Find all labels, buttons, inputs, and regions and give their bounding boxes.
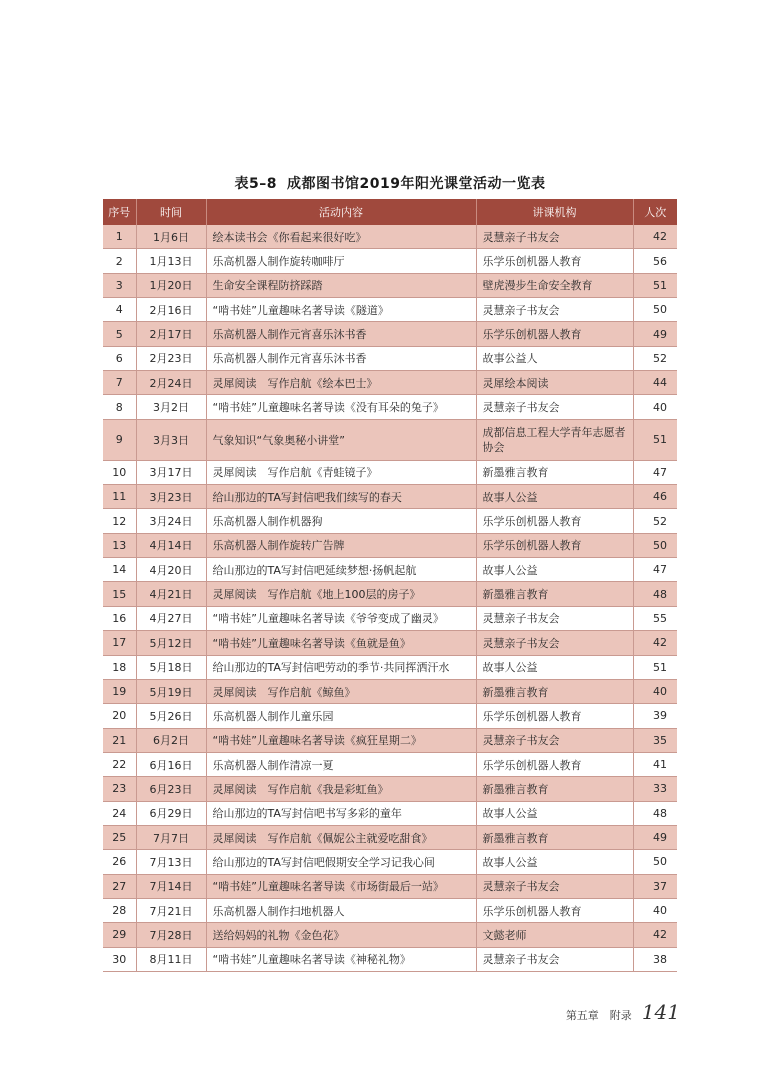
row-date: 4月21日 bbox=[136, 582, 206, 606]
table-caption bbox=[0, 173, 780, 193]
row-index: 13 bbox=[103, 533, 136, 557]
row-organization: 灵犀绘本阅读 bbox=[476, 371, 633, 395]
row-index: 19 bbox=[103, 679, 136, 703]
row-index: 9 bbox=[103, 419, 136, 460]
row-index: 30 bbox=[103, 947, 136, 971]
row-organization: 乐学乐创机器人教育 bbox=[476, 533, 633, 557]
activity-table bbox=[103, 199, 677, 972]
row-index: 1 bbox=[103, 225, 136, 249]
row-count: 44 bbox=[633, 371, 677, 395]
row-organization: 灵慧亲子书友会 bbox=[476, 298, 633, 322]
table-row bbox=[103, 825, 677, 849]
row-activity: 送给妈妈的礼物《金色花》 bbox=[206, 923, 476, 947]
row-date: 5月19日 bbox=[136, 679, 206, 703]
row-activity: “啃书娃”儿童趣味名著导读《鱼就是鱼》 bbox=[206, 631, 476, 655]
row-count: 47 bbox=[633, 558, 677, 582]
table-row bbox=[103, 419, 677, 460]
row-index: 21 bbox=[103, 728, 136, 752]
row-count: 50 bbox=[633, 298, 677, 322]
row-date: 7月13日 bbox=[136, 850, 206, 874]
row-index: 14 bbox=[103, 558, 136, 582]
row-activity: 灵犀阅读 写作启航《鲸鱼》 bbox=[206, 679, 476, 703]
header-index: 序号 bbox=[103, 199, 136, 225]
row-activity: 绘本读书会《你看起来很好吃》 bbox=[206, 225, 476, 249]
row-activity: 气象知识“气象奥秘小讲堂” bbox=[206, 419, 476, 460]
row-date: 6月29日 bbox=[136, 801, 206, 825]
table-row bbox=[103, 273, 677, 297]
row-date: 7月7日 bbox=[136, 825, 206, 849]
row-date: 6月16日 bbox=[136, 752, 206, 776]
row-date: 7月28日 bbox=[136, 923, 206, 947]
row-organization: 故事人公益 bbox=[476, 850, 633, 874]
table-row bbox=[103, 606, 677, 630]
row-count: 46 bbox=[633, 485, 677, 509]
table-row bbox=[103, 898, 677, 922]
table-row bbox=[103, 582, 677, 606]
row-organization: 乐学乐创机器人教育 bbox=[476, 752, 633, 776]
row-organization: 乐学乐创机器人教育 bbox=[476, 322, 633, 346]
row-activity: 乐高机器人制作旋转广告牌 bbox=[206, 533, 476, 557]
row-activity: 乐高机器人制作元宵喜乐沐书香 bbox=[206, 322, 476, 346]
row-index: 5 bbox=[103, 322, 136, 346]
row-index: 22 bbox=[103, 752, 136, 776]
row-count: 40 bbox=[633, 898, 677, 922]
row-date: 3月24日 bbox=[136, 509, 206, 533]
row-count: 50 bbox=[633, 850, 677, 874]
row-date: 2月23日 bbox=[136, 346, 206, 370]
row-index: 16 bbox=[103, 606, 136, 630]
row-index: 28 bbox=[103, 898, 136, 922]
table-row bbox=[103, 728, 677, 752]
header-date: 时间 bbox=[136, 199, 206, 225]
row-index: 3 bbox=[103, 273, 136, 297]
row-count: 49 bbox=[633, 825, 677, 849]
table-row bbox=[103, 752, 677, 776]
row-count: 55 bbox=[633, 606, 677, 630]
row-activity: 乐高机器人制作机器狗 bbox=[206, 509, 476, 533]
row-organization: 灵慧亲子书友会 bbox=[476, 225, 633, 249]
table-number: 表5–8 bbox=[234, 176, 277, 192]
row-activity: 给山那边的TA写封信吧延续梦想·扬帆起航 bbox=[206, 558, 476, 582]
table-row bbox=[103, 655, 677, 679]
row-organization: 灵慧亲子书友会 bbox=[476, 631, 633, 655]
row-count: 35 bbox=[633, 728, 677, 752]
row-activity: “啃书娃”儿童趣味名著导读《神秘礼物》 bbox=[206, 947, 476, 971]
table-row bbox=[103, 679, 677, 703]
row-count: 42 bbox=[633, 225, 677, 249]
row-organization: 灵慧亲子书友会 bbox=[476, 728, 633, 752]
row-index: 23 bbox=[103, 777, 136, 801]
row-date: 2月24日 bbox=[136, 371, 206, 395]
row-date: 4月20日 bbox=[136, 558, 206, 582]
table-row bbox=[103, 923, 677, 947]
row-count: 39 bbox=[633, 704, 677, 728]
row-index: 6 bbox=[103, 346, 136, 370]
row-count: 33 bbox=[633, 777, 677, 801]
table-row bbox=[103, 322, 677, 346]
chapter-label: 第五章 附录 bbox=[565, 1009, 632, 1022]
row-organization: 新墨雅言教育 bbox=[476, 582, 633, 606]
row-organization: 乐学乐创机器人教育 bbox=[476, 509, 633, 533]
row-organization: 灵慧亲子书友会 bbox=[476, 606, 633, 630]
row-index: 26 bbox=[103, 850, 136, 874]
table-title: 成都图书馆2019年阳光课堂活动一览表 bbox=[287, 176, 546, 192]
row-activity: 乐高机器人制作扫地机器人 bbox=[206, 898, 476, 922]
row-date: 3月17日 bbox=[136, 460, 206, 484]
table-row bbox=[103, 850, 677, 874]
row-activity: 给山那边的TA写封信吧我们续写的春天 bbox=[206, 485, 476, 509]
row-activity: 灵犀阅读 写作启航《地上100层的房子》 bbox=[206, 582, 476, 606]
row-count: 52 bbox=[633, 509, 677, 533]
row-index: 11 bbox=[103, 485, 136, 509]
header-count: 人次 bbox=[633, 199, 677, 225]
row-index: 7 bbox=[103, 371, 136, 395]
row-count: 40 bbox=[633, 679, 677, 703]
row-count: 50 bbox=[633, 533, 677, 557]
table-row bbox=[103, 558, 677, 582]
row-date: 4月27日 bbox=[136, 606, 206, 630]
row-index: 20 bbox=[103, 704, 136, 728]
row-count: 52 bbox=[633, 346, 677, 370]
row-activity: “啃书娃”儿童趣味名著导读《隧道》 bbox=[206, 298, 476, 322]
row-activity: 灵犀阅读 写作启航《绘本巴士》 bbox=[206, 371, 476, 395]
row-activity: 灵犀阅读 写作启航《青蛙镜子》 bbox=[206, 460, 476, 484]
table-row bbox=[103, 249, 677, 273]
row-date: 6月23日 bbox=[136, 777, 206, 801]
row-organization: 灵慧亲子书友会 bbox=[476, 395, 633, 419]
row-date: 4月14日 bbox=[136, 533, 206, 557]
table-row bbox=[103, 777, 677, 801]
row-date: 8月11日 bbox=[136, 947, 206, 971]
row-count: 51 bbox=[633, 273, 677, 297]
row-organization: 乐学乐创机器人教育 bbox=[476, 898, 633, 922]
row-date: 1月20日 bbox=[136, 273, 206, 297]
row-date: 7月14日 bbox=[136, 874, 206, 898]
row-count: 42 bbox=[633, 923, 677, 947]
row-activity: “啃书娃”儿童趣味名著导读《疯狂星期二》 bbox=[206, 728, 476, 752]
row-organization: 灵慧亲子书友会 bbox=[476, 947, 633, 971]
row-date: 3月23日 bbox=[136, 485, 206, 509]
table-header bbox=[103, 199, 677, 225]
table-row bbox=[103, 371, 677, 395]
table-row bbox=[103, 947, 677, 971]
table-row bbox=[103, 460, 677, 484]
page-footer bbox=[566, 1000, 680, 1024]
row-activity: “啃书娃”儿童趣味名著导读《没有耳朵的兔子》 bbox=[206, 395, 476, 419]
table-body bbox=[103, 225, 677, 971]
row-activity: 生命安全课程防挤踩踏 bbox=[206, 273, 476, 297]
header-activity: 活动内容 bbox=[206, 199, 476, 225]
row-date: 5月26日 bbox=[136, 704, 206, 728]
row-organization: 成都信息工程大学青年志愿者协会 bbox=[476, 419, 633, 460]
row-date: 1月13日 bbox=[136, 249, 206, 273]
row-count: 41 bbox=[633, 752, 677, 776]
table-row bbox=[103, 874, 677, 898]
row-count: 37 bbox=[633, 874, 677, 898]
row-count: 48 bbox=[633, 801, 677, 825]
row-activity: 乐高机器人制作儿童乐园 bbox=[206, 704, 476, 728]
table-row bbox=[103, 509, 677, 533]
row-date: 2月17日 bbox=[136, 322, 206, 346]
row-organization: 壁虎漫步生命安全教育 bbox=[476, 273, 633, 297]
row-organization: 文懿老师 bbox=[476, 923, 633, 947]
row-count: 49 bbox=[633, 322, 677, 346]
row-index: 12 bbox=[103, 509, 136, 533]
row-activity: “啃书娃”儿童趣味名著导读《市场街最后一站》 bbox=[206, 874, 476, 898]
row-organization: 灵慧亲子书友会 bbox=[476, 874, 633, 898]
table-row bbox=[103, 225, 677, 249]
row-activity: “啃书娃”儿童趣味名著导读《爷爷变成了幽灵》 bbox=[206, 606, 476, 630]
row-organization: 新墨雅言教育 bbox=[476, 825, 633, 849]
row-activity: 乐高机器人制作元宵喜乐沐书香 bbox=[206, 346, 476, 370]
table-row bbox=[103, 298, 677, 322]
row-date: 5月12日 bbox=[136, 631, 206, 655]
row-date: 3月2日 bbox=[136, 395, 206, 419]
row-index: 15 bbox=[103, 582, 136, 606]
table-row bbox=[103, 346, 677, 370]
row-date: 7月21日 bbox=[136, 898, 206, 922]
row-date: 5月18日 bbox=[136, 655, 206, 679]
row-index: 27 bbox=[103, 874, 136, 898]
row-index: 18 bbox=[103, 655, 136, 679]
row-organization: 故事人公益 bbox=[476, 485, 633, 509]
table-row bbox=[103, 395, 677, 419]
row-activity: 给山那边的TA写封信吧劳动的季节·共同挥洒汗水 bbox=[206, 655, 476, 679]
row-count: 51 bbox=[633, 655, 677, 679]
row-activity: 乐高机器人制作清凉一夏 bbox=[206, 752, 476, 776]
row-organization: 乐学乐创机器人教育 bbox=[476, 249, 633, 273]
row-date: 1月6日 bbox=[136, 225, 206, 249]
row-count: 47 bbox=[633, 460, 677, 484]
table-row bbox=[103, 533, 677, 557]
row-date: 2月16日 bbox=[136, 298, 206, 322]
table-row bbox=[103, 485, 677, 509]
table-row bbox=[103, 801, 677, 825]
row-activity: 给山那边的TA写封信吧假期安全学习记我心间 bbox=[206, 850, 476, 874]
row-count: 48 bbox=[633, 582, 677, 606]
row-index: 29 bbox=[103, 923, 136, 947]
row-activity: 灵犀阅读 写作启航《佩妮公主就爱吃甜食》 bbox=[206, 825, 476, 849]
row-organization: 故事人公益 bbox=[476, 655, 633, 679]
row-index: 8 bbox=[103, 395, 136, 419]
row-date: 6月2日 bbox=[136, 728, 206, 752]
row-organization: 新墨雅言教育 bbox=[476, 777, 633, 801]
row-organization: 新墨雅言教育 bbox=[476, 460, 633, 484]
row-index: 17 bbox=[103, 631, 136, 655]
table-row bbox=[103, 704, 677, 728]
row-organization: 乐学乐创机器人教育 bbox=[476, 704, 633, 728]
row-index: 24 bbox=[103, 801, 136, 825]
row-organization: 故事公益人 bbox=[476, 346, 633, 370]
row-count: 51 bbox=[633, 419, 677, 460]
row-count: 56 bbox=[633, 249, 677, 273]
row-organization: 新墨雅言教育 bbox=[476, 679, 633, 703]
table-row bbox=[103, 631, 677, 655]
row-activity: 灵犀阅读 写作启航《我是彩虹鱼》 bbox=[206, 777, 476, 801]
row-activity: 乐高机器人制作旋转咖啡厅 bbox=[206, 249, 476, 273]
row-activity: 给山那边的TA写封信吧书写多彩的童年 bbox=[206, 801, 476, 825]
row-index: 10 bbox=[103, 460, 136, 484]
row-organization: 故事人公益 bbox=[476, 801, 633, 825]
row-count: 42 bbox=[633, 631, 677, 655]
row-organization: 故事人公益 bbox=[476, 558, 633, 582]
row-index: 4 bbox=[103, 298, 136, 322]
row-count: 40 bbox=[633, 395, 677, 419]
page-number: 141 bbox=[641, 1000, 680, 1024]
row-index: 2 bbox=[103, 249, 136, 273]
row-date: 3月3日 bbox=[136, 419, 206, 460]
row-count: 38 bbox=[633, 947, 677, 971]
row-index: 25 bbox=[103, 825, 136, 849]
header-organization: 讲课机构 bbox=[476, 199, 633, 225]
